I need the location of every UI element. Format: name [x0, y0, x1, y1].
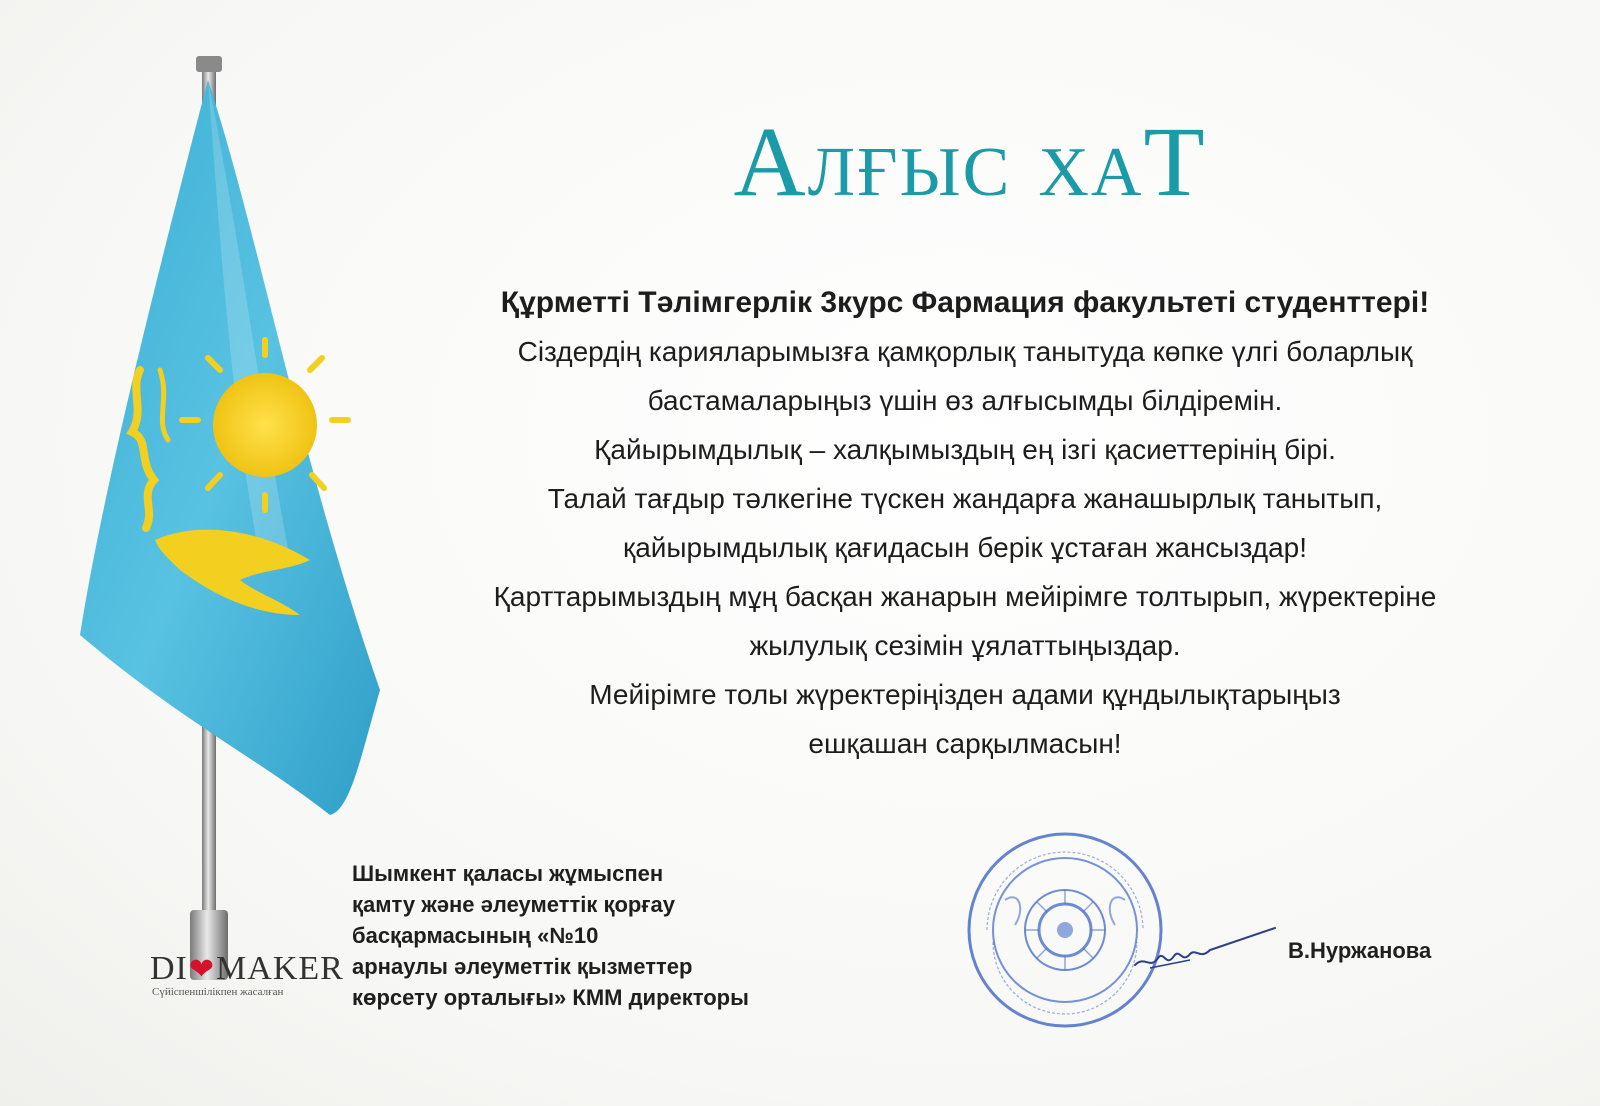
logo-suffix: MAKER: [216, 950, 344, 987]
body-line: қайырымдылық қағидасын берік ұстаған жансыздар!: [622, 532, 1308, 563]
body-line: Қайырымдылық – халқымыздың ең ізгі қасиеттерінің бірі.: [594, 434, 1336, 465]
body-line: Сіздердің карияларымызға қамқорлық танытуда көпке үлгі боларлық: [517, 336, 1413, 367]
organization-line: көрсету орталығы» КММ директоры: [352, 985, 749, 1010]
organization-line: басқармасының «№10: [352, 923, 599, 948]
logo-prefix: DI: [150, 950, 188, 987]
organization-line: қамту және әлеуметтік қорғау: [352, 892, 675, 917]
organization-block: [352, 858, 832, 1013]
signer-name: В.Нуржанова: [1288, 938, 1432, 963]
heart-icon: ❤: [188, 952, 216, 986]
body-line: жылулық сезімін ұялаттыңыздар.: [749, 630, 1181, 661]
organization-line: арнаулы әлеуметтік қызметтер: [352, 954, 693, 979]
body-line: Талай тағдыр тәлкегіне түскен жандарға жанашырлық танытып,: [547, 483, 1383, 514]
logo-tagline: Сүйіспеншілікпен жасалған: [152, 986, 284, 998]
body-line: Мейірімге толы жүректеріңізден адами құндылықтарыңыз: [589, 679, 1341, 710]
greeting: Құрметті Тәлімгерлік 3курс Фармация факультеті студенттері!: [500, 286, 1430, 319]
signature-icon: [1130, 920, 1280, 980]
body-line: бастамаларыңыз үшін өз алғысымды білдіремін.: [647, 385, 1283, 416]
body-line: Қарттарымыздың мұң басқан жанарын мейірімге толтырып, жүректеріне: [493, 581, 1437, 612]
letter-body: [330, 278, 1600, 768]
certificate-title: Алғыс хаТ: [733, 106, 1207, 217]
body-line: ешқашан сарқылмасын!: [808, 728, 1122, 759]
organization-line: Шымкент қаласы жұмыспен: [352, 861, 664, 886]
dimaker-logo: [150, 950, 360, 998]
